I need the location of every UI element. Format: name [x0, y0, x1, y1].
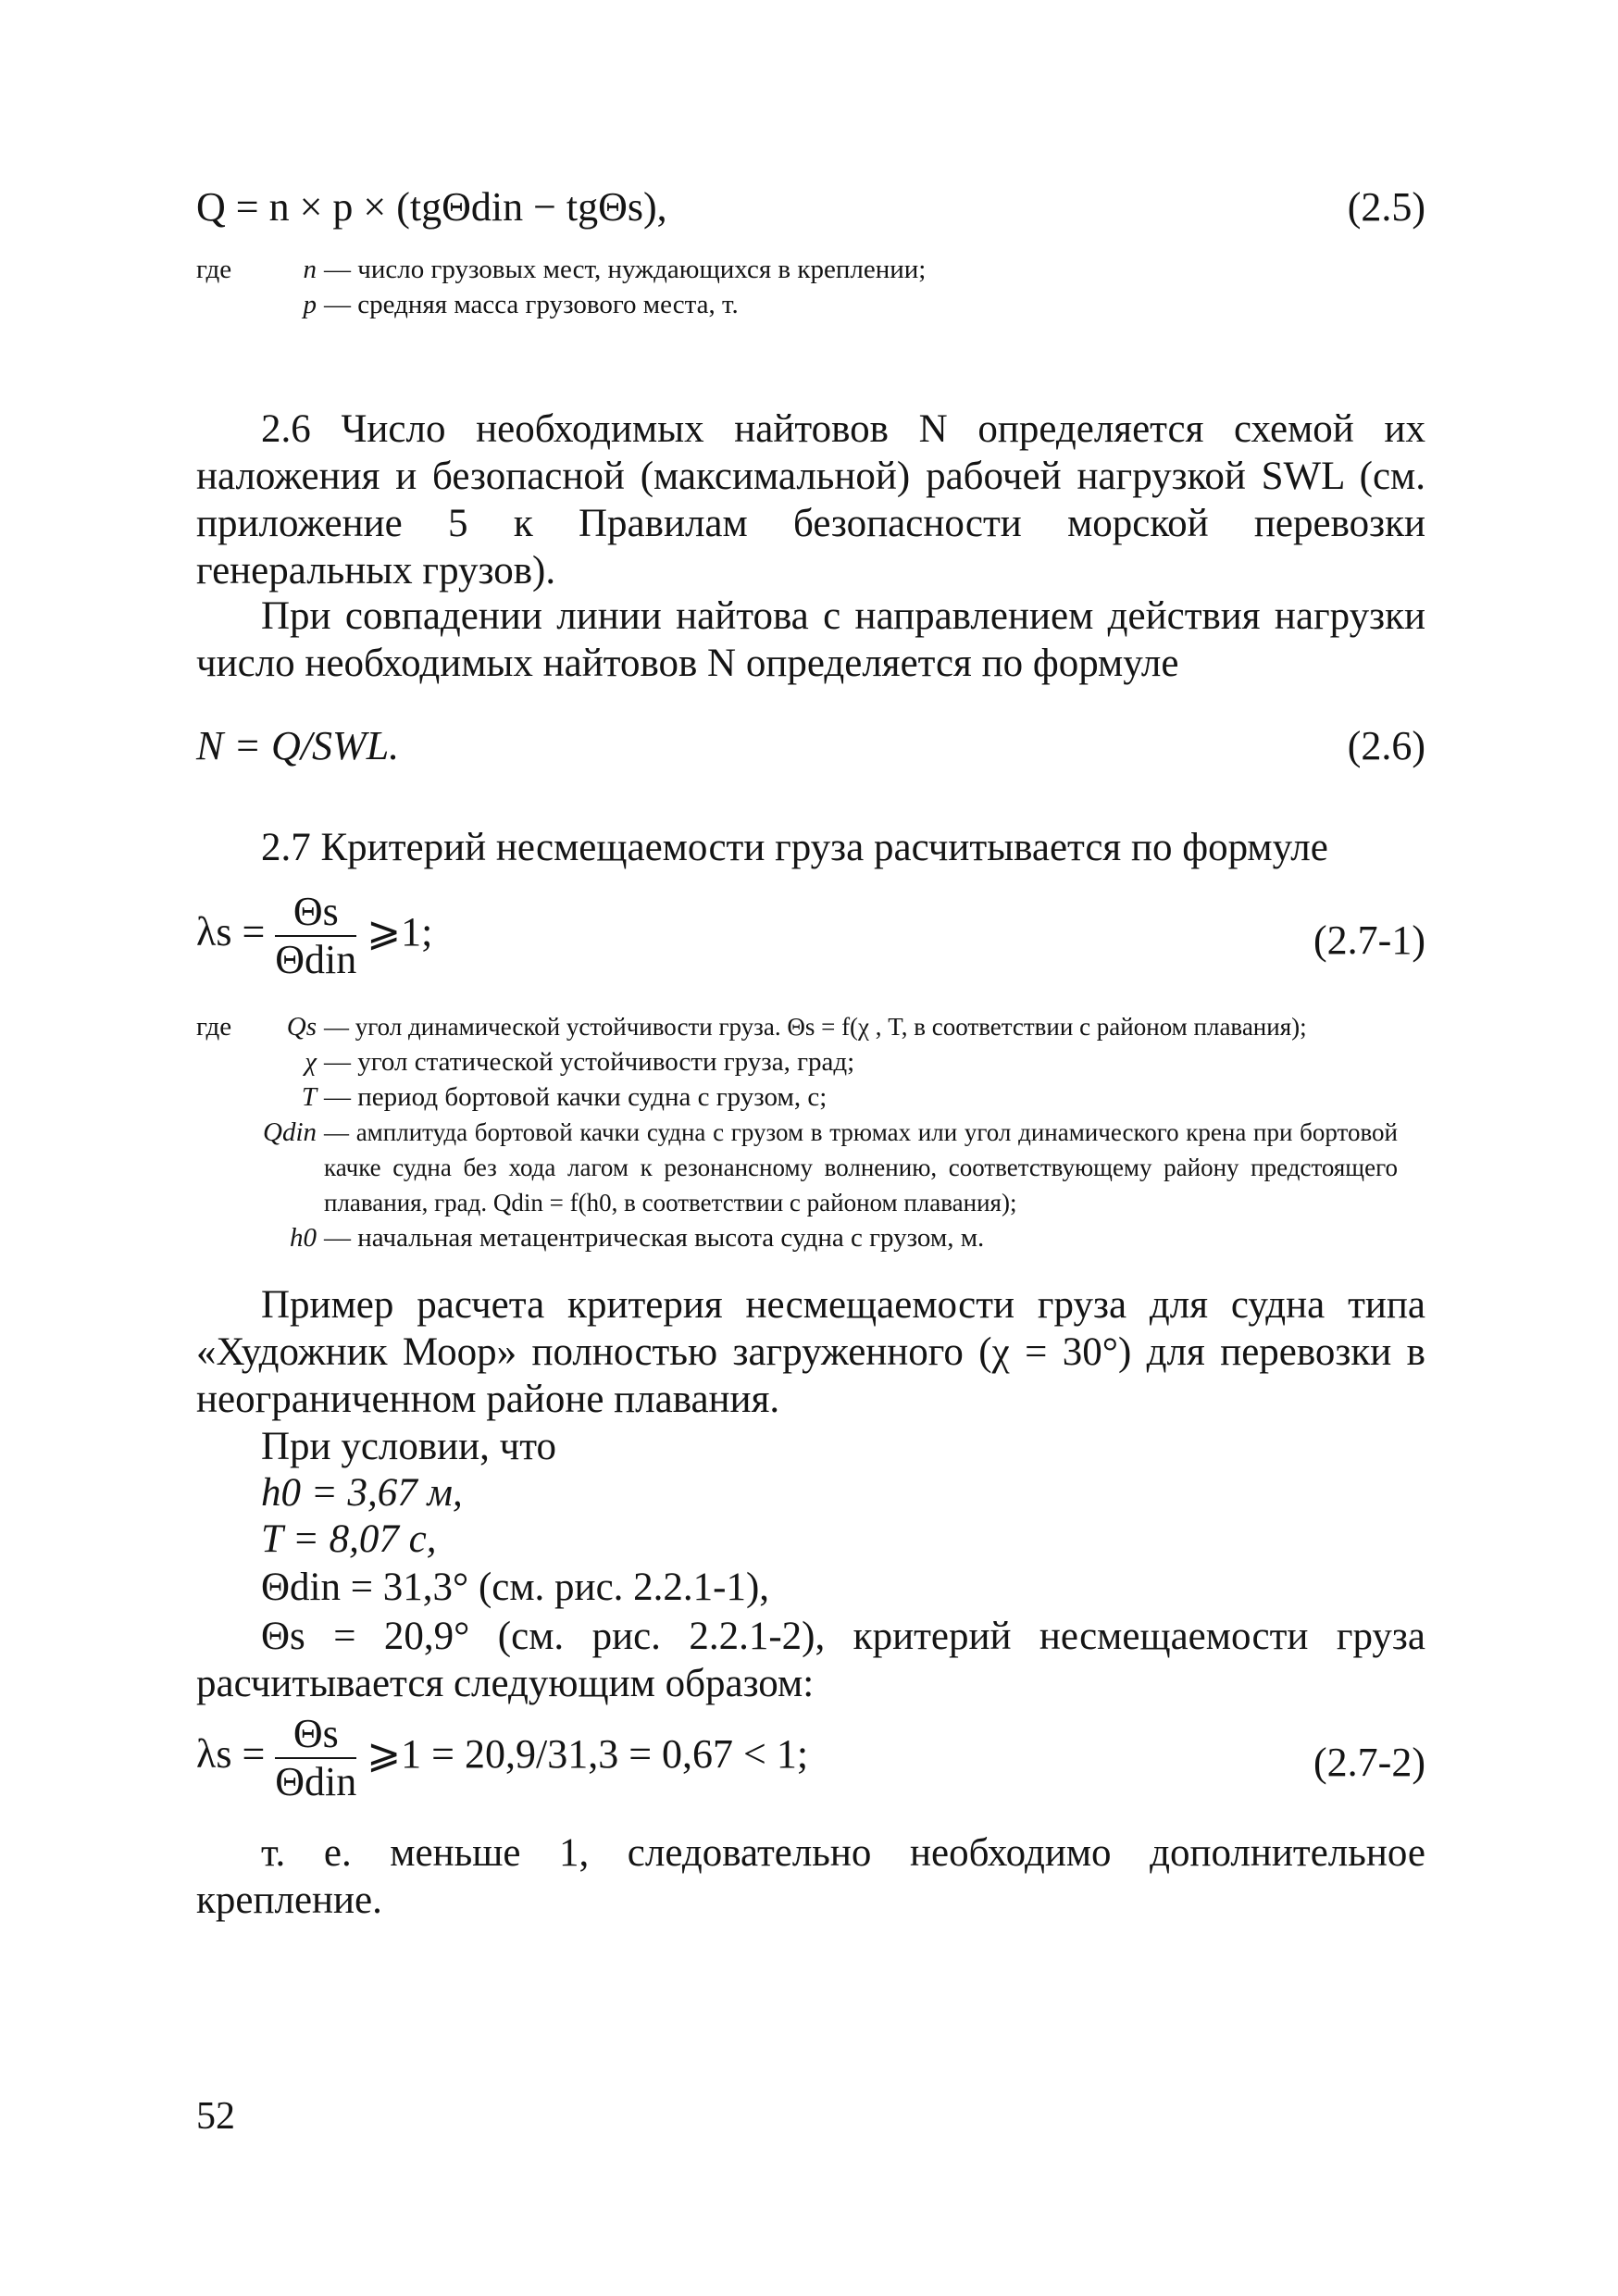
- where-word: где: [196, 1012, 232, 1042]
- paragraph-conclusion: т. е. меньше 1, следовательно необходимо дополнительное крепление.: [196, 1831, 1425, 1922]
- where-row: [196, 1220, 1398, 1255]
- fraction: [275, 1711, 356, 1805]
- formula-2-7-2: [196, 1711, 808, 1805]
- where-definition: — средняя масса грузового места, т.: [324, 290, 739, 319]
- where-definition: — угол динамической устойчивости груза. Θs = f(χ , T, в соответствии с районом плавания);: [324, 1013, 1307, 1041]
- fraction-numerator: Θs: [275, 889, 356, 937]
- condition-T: T = 8,07 с,: [261, 1517, 437, 1561]
- condition-h0: h0 = 3,67 м,: [261, 1471, 463, 1515]
- where-row: [196, 1115, 1398, 1220]
- page-number: 52: [196, 2095, 235, 2138]
- where-word: где: [196, 255, 232, 284]
- formula-2-5: Q = n × p × (tgΘdin − tgΘs),: [196, 184, 667, 230]
- formula-2-6-number: (2.6): [1347, 723, 1425, 768]
- condition-intro: При условии, что: [261, 1425, 557, 1468]
- where-symbol: h0: [290, 1223, 317, 1253]
- where-symbol: Qdin: [263, 1117, 317, 1147]
- where-block-2-5: [196, 252, 926, 322]
- where-definition: — число грузовых мест, нуждающихся в креплении;: [324, 255, 927, 284]
- formula-lhs: λs =: [196, 1731, 266, 1778]
- where-row: [196, 287, 926, 322]
- fraction-denominator: Θdin: [275, 1759, 357, 1804]
- where-definition: — амплитуда бортовой качки судна с грузом в трюмах или угол динамического крена при бортовой качке судна без хода лагом к резонансному волнению, соответствующему району предстоящего плавания, град. Qdin = f(h0, в соответствии с районом плавания);: [324, 1118, 1398, 1217]
- formula-rhs: ⩾1 = 20,9/31,3 = 0,67 < 1;: [367, 1731, 809, 1778]
- where-row: [196, 1009, 1398, 1044]
- where-definition: — период бортовой качки судна с грузом, с;: [324, 1082, 828, 1112]
- condition-theta-din: Θdin = 31,3° (см. рис. 2.2.1-1),: [261, 1566, 770, 1609]
- where-row: [196, 1079, 1398, 1115]
- paragraph-condition-theta-s: Θs = 20,9° (см. рис. 2.2.1-2), критерий несмещаемости груза расчитывается следующим образом:: [196, 1615, 1425, 1705]
- formula-2-5-number: (2.5): [1347, 184, 1425, 230]
- where-symbol: T: [301, 1082, 317, 1112]
- where-symbol: n: [303, 255, 317, 284]
- where-definition: — начальная метацентрическая высота судна с грузом, м.: [324, 1223, 985, 1253]
- formula-2-7-1-number: (2.7-1): [1313, 917, 1425, 963]
- where-block-2-7: [196, 1009, 1398, 1255]
- where-symbol: χ: [305, 1047, 317, 1077]
- formula-rhs: ⩾1;: [367, 909, 433, 955]
- formula-2-7-1: [196, 889, 432, 983]
- where-row: [196, 1044, 1398, 1079]
- paragraph-coincide: При совпадении линии найтова с направлением действия нагрузки число необходимых найтовов N определяется по формуле: [196, 594, 1425, 685]
- formula-2-7-2-number: (2.7-2): [1313, 1740, 1425, 1785]
- paragraph-2-7: 2.7 Критерий несмещаемости груза расчитывается по формуле: [261, 826, 1328, 869]
- paragraph-2-6: 2.6 Число необходимых найтовов N определяется схемой их наложения и безопасной (максимальной) рабочей нагрузкой SWL (см. приложение 5 к Правилам безопасности морской перевозки генеральных грузов).: [196, 407, 1425, 593]
- where-row: [196, 252, 926, 287]
- formula-lhs: λs =: [196, 909, 266, 955]
- paragraph-example: Пример расчета критерия несмещаемости груза для судна типа «Художник Моор» полностью загруженного (χ = 30°) для перевозки в неограниченном районе плавания.: [196, 1283, 1425, 1421]
- fraction-denominator: Θdin: [275, 937, 357, 982]
- formula-2-6: N = Q/SWL.: [196, 723, 400, 768]
- where-definition: — угол статической устойчивости груза, град;: [324, 1047, 855, 1077]
- fraction: [275, 889, 356, 983]
- where-symbol: Qs: [286, 1012, 317, 1042]
- fraction-numerator: Θs: [275, 1711, 356, 1759]
- where-symbol: p: [303, 290, 317, 319]
